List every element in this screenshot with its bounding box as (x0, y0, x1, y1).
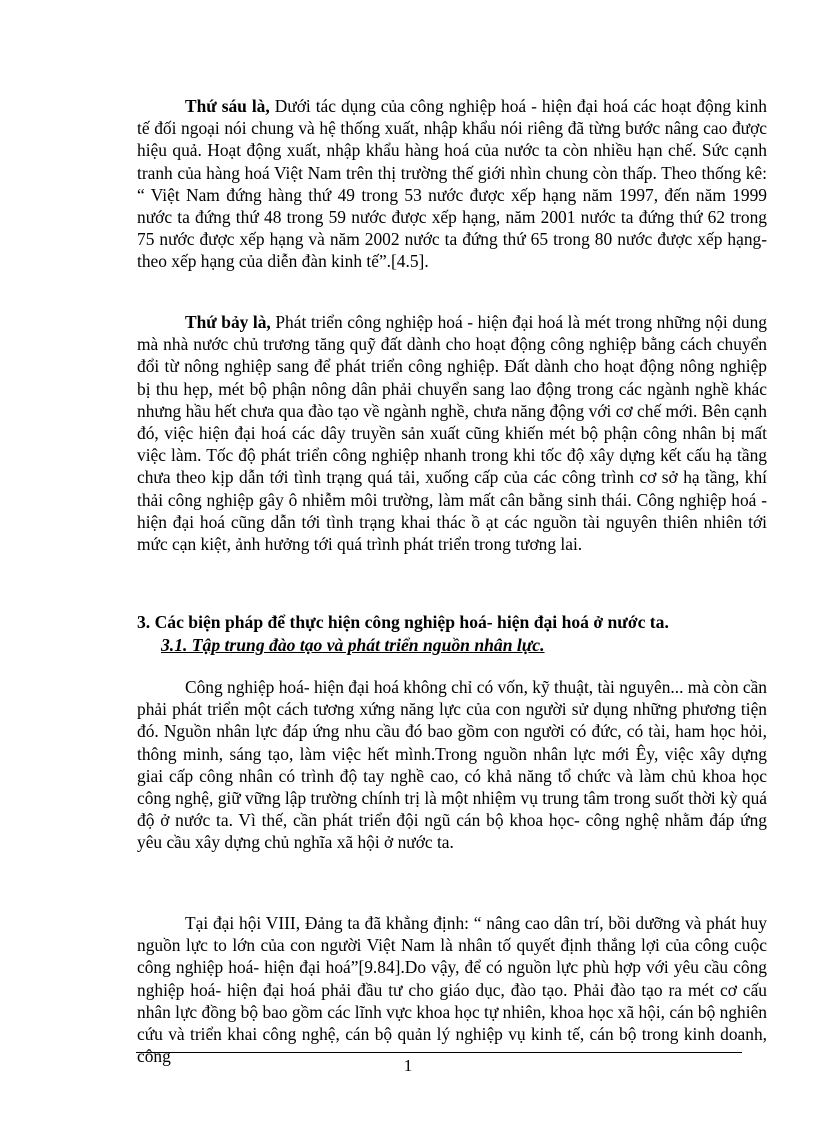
section-heading: 3. Các biện pháp để thực hiện công nghiệp hoá- hiện đại hoá ở nước ta. (137, 612, 669, 632)
paragraph-text: Phát triển công nghiệp hoá - hiện đại hoá là mét trong những nội dung mà nhà nước chủ trương tăng quỹ đất dành cho hoạt động công nghiệp bằng cách chuyển đổi từ nông nghiệp sang để phát triển công nghiệp. Đất dành cho hoạt động nông nghiệp bị thu hẹp, mét bộ phận nông dân phải chuyển sang lao động trong các ngành nghề khác nhưng hầu hết chưa qua đào tạo về ngành nghề, chưa năng động với cơ chế mới. Bên cạnh đó, việc hiện đại hoá các dây truyền sản xuất cũng khiến mét bộ phận công nhân bị mất việc làm. Tốc độ phát triển công nghiệp nhanh trong khi tốc độ xây dựng kết cấu hạ tầng chưa theo kịp dẫn tới tình trạng quá tải, xuống cấp của các công trình cơ sở hạ tầng, khí thải công nghiệp gây ô nhiễm môi trường, làm mất cân bằng sinh thái. Công nghiệp hoá - hiện đại hoá cũng dẫn tới tình trạng khai thác ồ ạt các nguồn tài nguyên thiên nhiên tới mức cạn kiệt, ảnh hưởng tới quá trình phát triển trong tương lai. (137, 312, 768, 555)
paragraph-lead: Thứ bảy là, (185, 312, 271, 332)
subsection-heading: 3.1. Tập trung đào tạo và phát triển nguồn nhân lực. (161, 635, 545, 655)
paragraph-text: Dưới tác dụng của công nghiệp hoá - hiện đại hoá các hoạt động kinh tế đối ngoại nói chung và hệ thống xuất, nhập khẩu nói riêng đã từng bước nâng cao được hiệu quả. Hoạt động xuất, nhập khẩu hàng hoá của nước ta còn nhiều hạn chế. Sức cạnh tranh của hàng hoá Việt Nam trên thị trường thế giới nhìn chung còn thấp. Theo thống kê: “ Việt Nam đứng hàng thứ 49 trong 53 nước được xếp hạng năm 1997, đến năm 1999 nước ta đứng thứ 48 trong 59 nước được xếp hạng, năm 2001 nước ta đứng thứ 62 trong 75 nước được xếp hạng và năm 2002 nước ta đứng thứ 65 trong 80 nước được xếp hạng- theo xếp hạng của diễn đàn kinh tế”.[4.5]. (137, 96, 767, 272)
paragraph-nguon-nhan-luc (137, 676, 767, 854)
paragraph-thu-sau (137, 95, 767, 273)
paragraph-dai-hoi-viii (137, 912, 767, 1067)
paragraph-text: Công nghiệp hoá- hiện đại hoá không chỉ có vốn, kỹ thuật, tài nguyên... mà còn cần phải phát triển một cách tương xứng năng lực của con người sử dụng những phương tiện đó. Nguồn nhân lực đáp ứng nhu cầu đó bao gồm con người có đức, có tài, ham học hỏi, thông minh, sáng tạo, làm việc hết mình.Trong nguồn nhân lực mới Êy, việc xây dựng giai cấp công nhân có trình độ tay nghề cao, có khả năng tổ chức và làm chủ khoa học công nghệ, giữ vững lập trường chính trị là một nhiệm vụ trung tâm trong suốt thời kỳ quá độ ở nước ta. Vì thế, cần phát triển đội ngũ cán bộ khoa học- công nghệ nhằm đáp ứng yêu cầu xây dựng chủ nghĩa xã hội ở nước ta. (137, 677, 767, 853)
paragraph-thu-bay (137, 311, 767, 555)
paragraph-lead: Thứ sáu là, (185, 96, 270, 116)
paragraph-text: Tại đại hội VIII, Đảng ta đã khẳng định: “ nâng cao dân trí, bồi dưỡng và phát huy nguồn lực to lớn của con người Việt Nam là nhân tố quyết định thắng lợi của công cuộc công nghiệp hoá- hiện đại hoá”[9.84].Do vậy, để có nguồn lực phù hợp với yêu cầu công nghiệp hoá- hiện đại hoá phải đầu tư cho giáo dục, đào tạo. Phải đào tạo ra mét cơ cấu nhân lực đồng bộ bao gồm các lĩnh vực khoa học tự nhiên, khoa học xã hội, cán bộ nghiên cứu và triển khai công nghệ, cán bộ quản lý nghiệp vụ kinh tế, cán bộ trong kinh doanh, công (137, 913, 767, 1067)
footer-divider (136, 1052, 742, 1053)
page-number: 1 (403, 1056, 413, 1075)
